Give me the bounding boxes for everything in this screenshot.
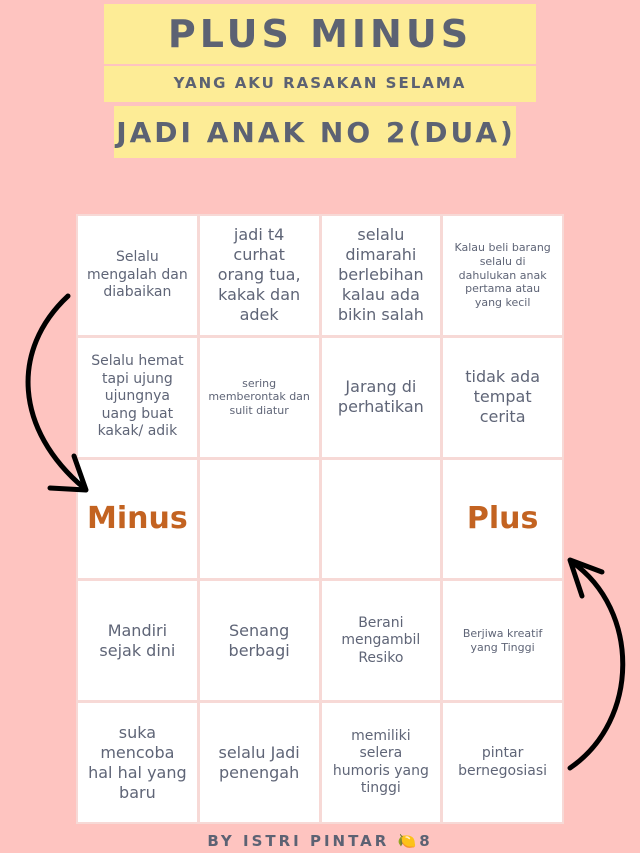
page-title: PLUS MINUS	[167, 12, 473, 56]
grid-cell: tidak ada tempat cerita	[443, 338, 562, 457]
grid-cell: selalu Jadi penengah	[200, 703, 319, 822]
grid-cell: pintar bernegosiasi	[443, 703, 562, 822]
grid-cell: suka mencoba hal hal yang baru	[78, 703, 197, 822]
grid-cell: Berjiwa kreatif yang Tinggi	[443, 581, 562, 700]
grid-cell: jadi t4 curhat orang tua, kakak dan adek	[200, 216, 319, 335]
footer-credit: BY ISTRI PINTAR 🍋8	[207, 832, 433, 850]
grid-cell: Berani mengambil Resiko	[322, 581, 441, 700]
page-subtitle: YANG AKU RASAKAN SELAMA	[173, 74, 467, 92]
grid-cell: Mandiri sejak dini	[78, 581, 197, 700]
minus-label: Minus	[78, 460, 197, 579]
grid-cell: sering memberontak dan sulit diatur	[200, 338, 319, 457]
page-title-line3: JADI ANAK NO 2(DUA)	[116, 115, 516, 149]
grid-cell: Kalau beli barang selalu di dahulukan anak pertama atau yang kecil	[443, 216, 562, 335]
curved-arrow-up-icon	[570, 560, 623, 768]
grid-cell: Jarang di perhatikan	[322, 338, 441, 457]
grid-cell: selalu dimarahi berlebihan kalau ada bikin salah	[322, 216, 441, 335]
plus-label: Plus	[443, 460, 562, 579]
grid-cell: memiliki selera humoris yang tinggi	[322, 703, 441, 822]
grid-cell: Selalu mengalah dan diabaikan	[78, 216, 197, 335]
grid-cell: Senang berbagi	[200, 581, 319, 700]
curved-arrow-down-icon	[28, 296, 86, 490]
grid-cell: Selalu hemat tapi ujung ujungnya uang buat kakak/ adik	[78, 338, 197, 457]
